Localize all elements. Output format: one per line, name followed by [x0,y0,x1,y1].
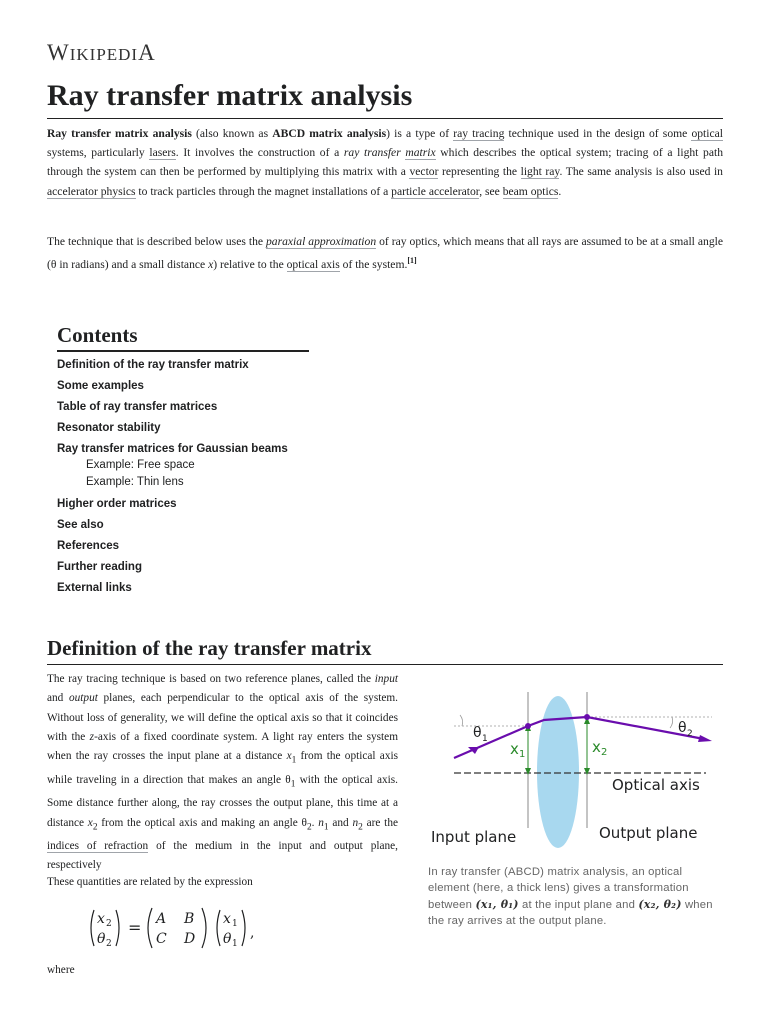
intro-paragraph: Ray transfer matrix analysis (also known as ABCD matrix analysis) is a type of ray tracing technique used in the design of some optical systems, particularly lasers. It involves the construction of a ray transfer matrix which describes the optical system; tracing of a light path through the system can then be performed by multiplying this matrix with a vector representing the light ray. The same analysis is also used in accelerator physics to track particles through the magnet installations of a particle accelerator, see beam optics. [47,127,723,198]
theta2-arc [670,717,673,728]
eq-theta2-sub: 2 [106,939,112,949]
figure-caption: In ray transfer (ABCD) matrix analysis, an optical element (here, a thick lens) gives a transformation between (x₁, θ₁) at the input plane and (x₂, θ₂) when the ray arrives at the output plane. [428,866,713,927]
toc-item[interactable]: Table of ray transfer matrices [57,401,218,413]
wikipedia-logo[interactable]: WIKIPEDIA [47,40,156,65]
link-optical[interactable]: optical [691,127,723,140]
where-text: where [47,964,75,976]
eq-x1-sub: 1 [232,919,238,929]
theta1-arc [460,715,463,726]
toc-item[interactable]: See also [57,519,104,531]
theta1-sub: 1 [482,734,488,744]
output-point [584,714,590,720]
toc-item[interactable]: Resonator stability [57,422,161,434]
expression-intro: These quantities are related by the expression [47,876,253,888]
theta1-label: θ [473,725,482,741]
toc-item[interactable]: External links [57,582,132,594]
toc-item[interactable]: Definition of the ray transfer matrix [57,359,249,371]
light-ray [454,717,704,758]
definition-paragraph: The ray tracing technique is based on two reference planes, called the input and output planes, each perpendicular to the optical axis of the system. Without loss of generality, we will define the optical axis so that it coincides with the z-axis of a fixed coordinate system. A light ray enters the system when the ray crosses the input plane at a distance $x_1$ from the optical axis while traveling in a direction that makes an angle $\theta_1$ with the optical axis. Some distance further along, the ray crosses the output plane, this time at a distance $x_2$ from the optical axis and making an angle $\theta_2$. $n_1$ and $n_2$ are the indices of refraction of the medium in the input and output plane, respectively [47,673,399,872]
page-title: Ray transfer matrix analysis [47,76,723,119]
x1-sub: 1 [519,749,526,760]
x2-arrow-tail [584,768,590,775]
reference-1[interactable]: [1] [407,256,417,266]
ray-arrow-out [698,735,712,742]
optical-axis-label: Optical axis [612,776,700,794]
eq-d: D [184,931,196,947]
paraxial-paragraph: The technique that is described below uses the paraxial approximation of ray optics, which means that all rays are assumed to be at a small angle (θ in radians) and a small distance x) relative to the optical axis of the system.[1] [47,235,723,272]
toc-item[interactable]: Some examples [57,380,144,392]
eq-theta1-sub: 1 [232,939,238,949]
thick-lens-figure[interactable] [424,678,724,863]
x2-label: x [592,738,601,756]
eq-comma: , [250,925,255,941]
link-optical-axis[interactable]: optical axis [286,258,340,272]
toc-item[interactable]: Ray transfer matrices for Gaussian beams [57,443,288,455]
link-ray-tracing[interactable]: ray tracing [453,127,505,140]
output-plane-label: Output plane [599,824,698,842]
x1-label: x [510,740,519,758]
theta2-sub: 2 [687,729,693,739]
toc-heading: Contents [57,322,309,352]
link-accelerator-physics[interactable]: accelerator physics [47,184,136,198]
table-of-contents [57,322,309,602]
link-indices-of-refraction[interactable]: indices of refraction [47,840,149,853]
input-point [525,723,531,729]
x2-sub: 2 [601,747,608,758]
eq-x1: x [223,911,231,927]
theta2-label: θ [678,720,687,736]
x1-arrow-tail [525,768,531,775]
link-vector[interactable]: vector [409,165,439,179]
eq-c: C [156,931,167,947]
toc-item[interactable]: Further reading [57,561,142,573]
eq-equals: = [128,918,142,937]
eq-x2-sub: 2 [106,919,112,929]
link-light-ray[interactable]: light ray [520,165,560,179]
link-paraxial-approximation[interactable]: paraxial approximation [266,235,377,248]
toc-subitem[interactable]: Example: Thin lens [86,476,184,488]
abcd-equation [88,905,278,955]
eq-x2: x [97,911,105,927]
link-beam-optics[interactable]: beam optics [502,184,559,198]
section-heading: Definition of the ray transfer matrix [47,633,723,665]
input-plane-label: Input plane [431,828,517,846]
eq-theta2: θ [97,931,106,947]
link-lasers[interactable]: lasers [149,146,176,160]
eq-b: B [184,911,195,927]
eq-a: A [156,911,167,927]
eq-theta1: θ [223,931,232,947]
link-matrix[interactable]: matrix [405,146,436,160]
toc-subitem[interactable]: Example: Free space [86,459,195,471]
link-particle-accelerator[interactable]: particle accelerator [391,184,480,198]
toc-item[interactable]: Higher order matrices [57,498,177,510]
toc-item[interactable]: References [57,540,120,552]
